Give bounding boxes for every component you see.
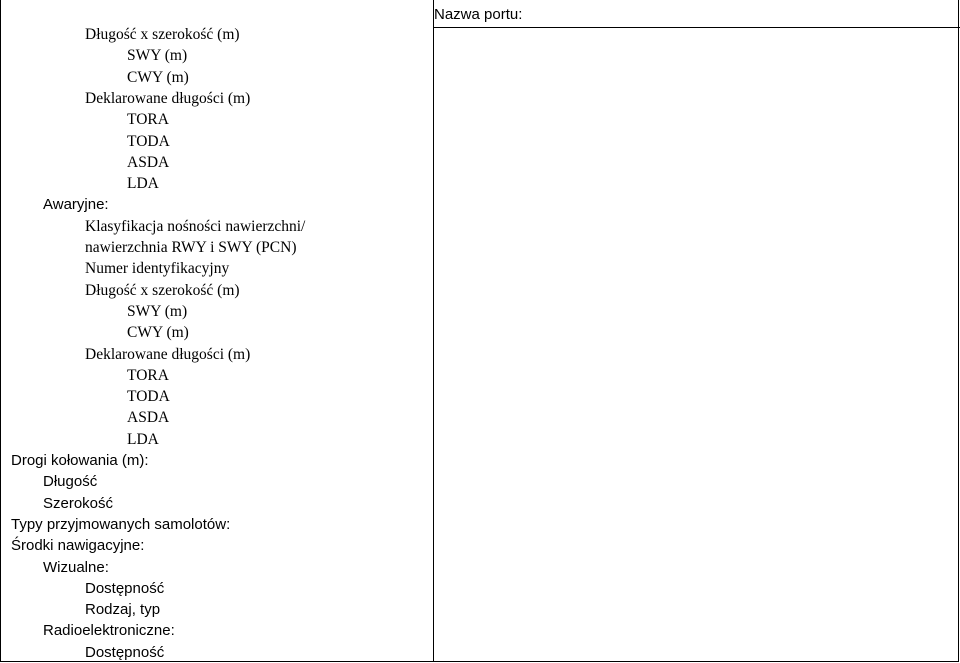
form-row-label: LDA (127, 175, 159, 193)
form-row-label: TODA (127, 132, 170, 150)
form-row-label: Rodzaj, typ (85, 601, 161, 619)
form-row-label: Radioelektroniczne: (43, 622, 175, 640)
form-row-label: SWY (m) (127, 302, 188, 320)
form-row-label: Dostępność (85, 643, 165, 661)
form-row-label: Typy przyjmowanych samolotów: (11, 515, 231, 533)
form-row-label: CWY (m) (127, 324, 189, 342)
form-row-label: Awaryjne: (43, 196, 109, 214)
form-row-label: nawierzchnia RWY i SWY (PCN) (85, 239, 297, 256)
form-row-label: Deklarowane długości (m) (85, 345, 251, 363)
form-row-label: CWY (m) (127, 68, 189, 86)
column-divider (433, 0, 434, 662)
form-row-label: LDA (127, 430, 159, 448)
form-row-label: Dostępność (85, 579, 165, 597)
form-row-label: Środki nawigacyjne: (11, 537, 145, 555)
form-row-label: TORA (127, 366, 169, 384)
form-row-label: Długość x szerokość (m) (85, 26, 240, 43)
form-row-label: Deklarowane długości (m) (85, 89, 251, 107)
form-row-label: Długość (43, 473, 98, 491)
form-row-label: ASDA (127, 409, 170, 427)
form-row-label: Wizualne: (43, 558, 109, 576)
form-row-label: Drogi kołowania (m): (11, 452, 149, 469)
form-row-label: SWY (m) (127, 47, 188, 65)
form-row-label: TORA (127, 111, 169, 129)
form-row-label: ASDA (127, 153, 170, 171)
form-row-label: TODA (127, 388, 170, 406)
port-name-cell (434, 0, 960, 28)
form-row-label: Szerokość (43, 494, 114, 512)
form-row-label: Klasyfikacja nośności nawierzchni/ (85, 217, 306, 235)
form-row-label: Numer identyfikacyjny (85, 260, 230, 278)
port-name-label: Nazwa portu: (434, 6, 523, 23)
form-row-label: Długość x szerokość (m) (85, 281, 240, 299)
